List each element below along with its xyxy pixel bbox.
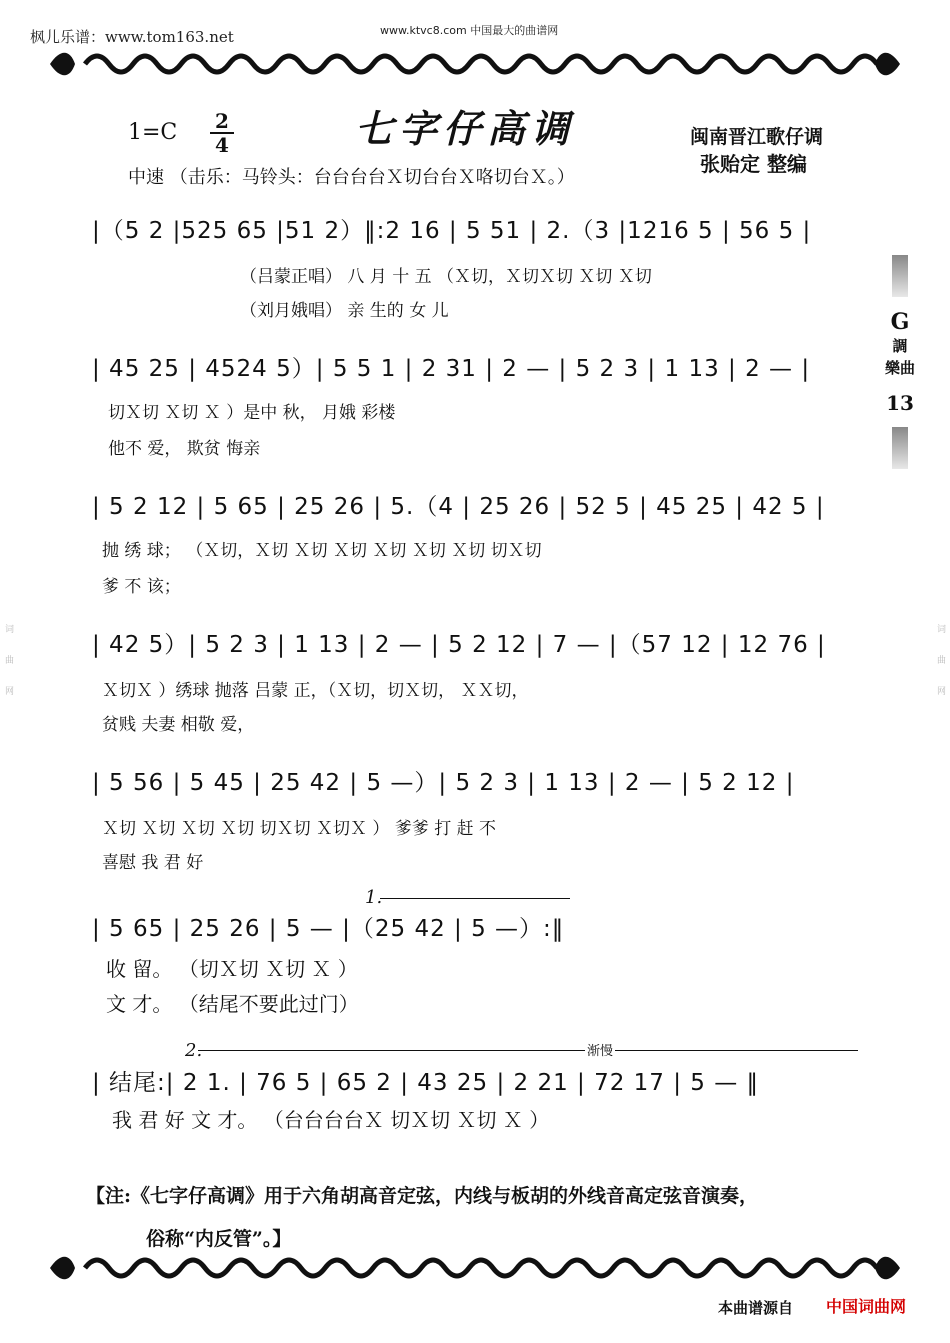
footer-brand-link[interactable]: 中国词曲网 (826, 1297, 907, 1316)
score-system-6: | 5 65 | 25 26 | 5 — |（25 42 | 5 —）:‖ (92, 916, 565, 942)
side-tab-label-1: 調 (892, 337, 908, 355)
lyric-line-7a: 我 君 好 文 才。 （台台台台Ｘ 切Ｘ切 Ｘ切 Ｘ ） (112, 1108, 550, 1132)
lyric-line-3a: 抛 绣 球； （Ｘ切，Ｘ切 Ｘ切 Ｘ切 Ｘ切 Ｘ切 Ｘ切 切Ｘ切 (102, 541, 542, 561)
left-side-watermark-text: 词曲网 (3, 623, 13, 717)
side-tab-gradient-top (892, 255, 908, 297)
lyric-line-1a: （吕蒙正唱） 八 月 十 五 （Ｘ切，Ｘ切Ｘ切 Ｘ切 Ｘ切 (240, 267, 652, 287)
lyric-line-5a: Ｘ切 Ｘ切 Ｘ切 Ｘ切 切Ｘ切 Ｘ切Ｘ ） 爹爹 打 赶 不 (102, 819, 497, 839)
volta-2-mark: 2. (185, 1040, 203, 1061)
ritardando-mark: 渐慢 (585, 1040, 615, 1059)
footer-source-label: 本曲谱源自 (718, 1299, 794, 1317)
side-tab-page-number: 13 (886, 391, 914, 415)
lyric-line-4b: 贫贱 夫妻 相敬 爱， (102, 715, 255, 735)
score-system-5: | 5 56 | 5 45 | 25 42 | 5 —）| 5 2 3 | 1 13 | 2 — | 5 2 12 | (92, 770, 795, 796)
footnote-line-2: 俗称“内反管”。】 (146, 1228, 292, 1250)
key-signature: 1=C (128, 120, 178, 145)
time-signature (210, 110, 234, 156)
right-side-watermark-text: 词曲网 (935, 623, 945, 717)
bottom-border-ornament (40, 1248, 910, 1288)
score-system-7: | 结尾:| 2 1. | 76 5 | 65 2 | 43 25 | 2 21 | 72 17 | 5 — ‖ (92, 1070, 760, 1096)
lyric-line-2a: 切Ｘ切 Ｘ切 Ｘ ）是中 秋， 月娥 彩楼 (108, 403, 396, 423)
meter-numerator: 2 (215, 109, 229, 133)
lyric-line-3b: 爹 不 该； (102, 577, 181, 597)
side-tab (882, 255, 918, 469)
lyric-line-6a: 收 留。 （切Ｘ切 Ｘ切 Ｘ ） (106, 957, 358, 981)
meter-denominator: 4 (215, 133, 229, 157)
side-tab-label-2: 樂曲 (884, 359, 915, 377)
lyric-line-1b: （刘月娥唱） 亲 生的 女 儿 (240, 301, 449, 321)
score-system-2: | 45 25 | 4524 5）| 5 5 1 | 2 31 | 2 — | 5 2 3 | 1 13 | 2 — | (92, 356, 811, 382)
song-arranger: 张贻定 整编 (700, 152, 807, 176)
song-origin: 闽南晋江歌仔调 (690, 126, 824, 148)
site-watermark-center: www.ktvc8.com 中国最大的曲谱网 (380, 24, 559, 37)
volta-1-bracket (380, 898, 570, 899)
lyric-line-4a: Ｘ切Ｘ ）绣球 抛落 吕蒙 正，（Ｘ切，切Ｘ切， ＸＸ切， (102, 681, 529, 701)
tempo-marking: 中速 （击乐：马铃头：台台台台Ｘ切台台Ｘ咯切台Ｘ。） (128, 167, 575, 188)
lyric-line-2b: 他不 爱， 欺贫 悔亲 (108, 439, 261, 459)
lyric-line-6b: 文 才。 （结尾不要此过门） (106, 992, 359, 1016)
volta-1-mark: 1. (365, 887, 383, 908)
side-tab-gradient-bottom (892, 427, 908, 469)
score-system-4: | 42 5）| 5 2 3 | 1 13 | 2 — | 5 2 12 | 7 — |（57 12 | 12 76 | (92, 632, 826, 658)
song-title: 七字仔高调 (355, 106, 576, 151)
left-side-watermark (2, 40, 16, 1300)
lyric-line-5b: 喜慰 我 君 好 (102, 853, 204, 873)
score-system-1: |（5 2 |525 65 |51 2）‖:2 16 | 5 51 | 2.（3 |1216 5 | 56 5 | (92, 218, 812, 244)
top-border-ornament (40, 44, 910, 84)
footnote-line-1: 【注:《七字仔高调》用于六角胡高音定弦，内线与板胡的外线音高定弦音演奏， (86, 1185, 759, 1207)
side-tab-key: G (890, 309, 910, 335)
score-system-3: | 5 2 12 | 5 65 | 25 26 | 5.（4 | 25 26 | 52 5 | 45 25 | 42 5 | (92, 494, 825, 520)
volta-2-bracket (198, 1050, 858, 1051)
right-side-watermark (934, 40, 948, 1300)
site-watermark-left: 枫儿乐谱：www.tom163.net (30, 28, 234, 46)
